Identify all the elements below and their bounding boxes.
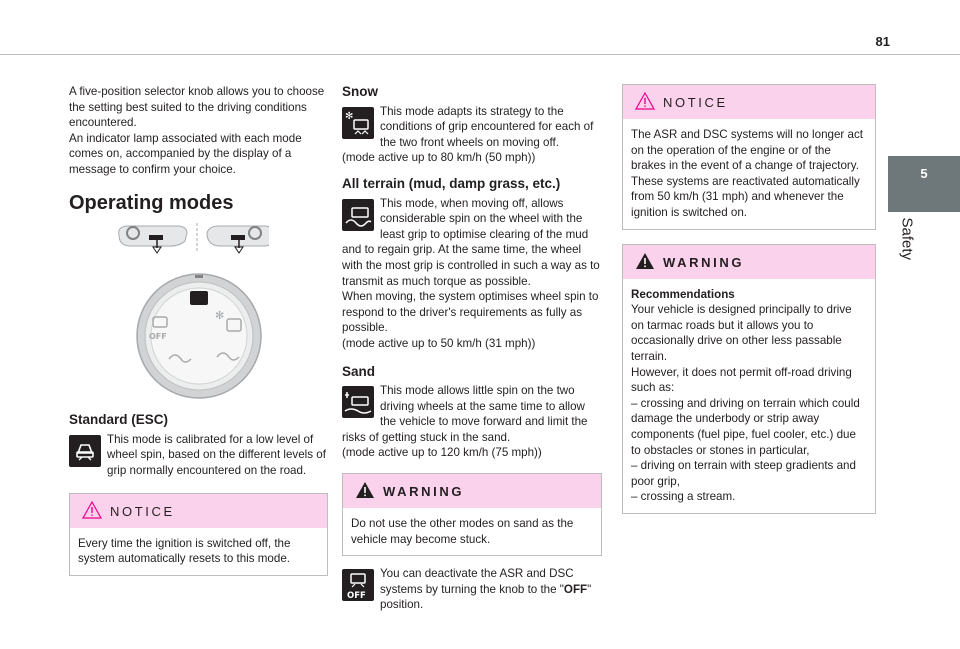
notice-icon [635, 92, 655, 110]
warning-p1: Your vehicle is designed principally to drive on tarmac roads but it allows you to occasionally drive on other less passable terrain. [631, 303, 852, 363]
notice-icon [82, 501, 102, 519]
sand-mode-icon [342, 386, 374, 418]
warning-header [343, 474, 601, 508]
warning-text: Do not use the other modes on sand as the vehicle may become stuck. [351, 517, 574, 546]
warning-item: – driving on terrain with steep gradients and poor grip, [631, 459, 856, 488]
notice-header [70, 494, 327, 528]
page-number: 81 [875, 34, 890, 49]
snow-text: This mode adapts its strategy to the conditions of grip encountered for each of the two front wheels on moving off. [380, 104, 594, 149]
esc-mode-icon [69, 435, 101, 467]
notice-box-2 [622, 84, 876, 230]
snow-title: Snow [342, 84, 378, 99]
warning-box-1 [342, 473, 602, 556]
column-1 [69, 84, 328, 576]
svg-text:OFF: OFF [149, 332, 167, 342]
notice-box-1 [69, 493, 328, 576]
snow-mode-icon [342, 107, 374, 139]
intro-text: A five-position selector knob allows you to choose the setting best suited to the driving conditions encountered. [69, 85, 325, 130]
off-block [342, 566, 602, 613]
notice-title: NOTICE [110, 503, 175, 519]
column-2 [342, 84, 602, 613]
intro-text-2: An indicator lamp associated with each mode comes on, accompanied by the display of a message to confirm your choice. [69, 131, 302, 176]
warning-item: – crossing a stream. [631, 490, 736, 504]
notice-text: Every time the ignition is switched off, the system automatically resets to this mode. [78, 536, 291, 566]
notice-title-2: NOTICE [663, 95, 728, 110]
chapter-label [892, 218, 916, 288]
warning-subtitle: Recommendations [631, 287, 735, 301]
chapter-title: Safety [898, 217, 916, 261]
warning-p2: However, it does not permit off-road driving such as: [631, 365, 852, 395]
notice-2-text: The ASR and DSC systems will no longer act on the operation of the engine or of the brakes in the event of a change of trajectory. [631, 128, 863, 173]
notice-header-2 [623, 85, 875, 119]
warning-item: – crossing and driving on terrain which could damage the underbody or strip away components (fuel pipe, fuel cooler, etc.) due to obstacles or stones in particular, [631, 396, 860, 457]
warning-icon [635, 252, 655, 270]
allterrain-text: This mode, when moving off, allows considerable spin on the wheel with the least grip to optimise clearing of the mud and to regain grip. At the same time, the wheel with the most grip is controlled in such a way as to transmit as much torque as possible. [342, 196, 600, 288]
allterrain-block [342, 196, 602, 352]
snow-block [342, 104, 602, 166]
allterrain-text-2: When moving, the system optimises wheel spin to respond to the driver's requirements as fully as possible. [342, 290, 599, 335]
standard-block [69, 432, 328, 479]
svg-text:✻: ✻ [345, 110, 354, 122]
off-mode-icon [342, 569, 374, 601]
notice-2-text-2: These systems are reactivated automatically from 50 km/h (31 mph) and whenever the ignition is switched on. [631, 174, 860, 219]
allterrain-note: (mode active up to 50 km/h (31 mph)) [342, 336, 536, 350]
knob-illustration [69, 221, 269, 406]
standard-title: Standard (ESC) [69, 412, 169, 428]
sand-note: (mode active up to 120 km/h (75 mph)) [342, 446, 542, 460]
header-rule [0, 54, 960, 55]
sand-block [342, 383, 602, 461]
snow-note: (mode active up to 80 km/h (50 mph)) [342, 151, 536, 165]
warning-icon [355, 481, 375, 499]
column-3 [622, 84, 876, 514]
chapter-number: 5 [920, 166, 928, 181]
off-text: You can deactivate the ASR and DSC systems by turning the knob to the "OFF" position. [380, 567, 592, 612]
sand-title: Sand [342, 363, 376, 379]
warning-title: WARNING [383, 484, 465, 500]
warning-title-2: WARNING [663, 254, 745, 270]
section-heading: Operating modes [69, 191, 234, 214]
svg-text:OFF: OFF [347, 591, 366, 602]
warning-header-2 [623, 245, 875, 279]
allterrain-title: All terrain (mud, damp grass, etc.) [342, 175, 561, 191]
selector-knob-diagram [69, 221, 328, 406]
svg-text:✻: ✻ [215, 309, 225, 323]
standard-text: This mode is calibrated for a low level of wheel spin, based on the different levels of grip normally encountered on the road. [107, 432, 326, 477]
mud-mode-icon [342, 199, 374, 231]
sand-text: This mode allows little spin on the two driving wheels at the same time to allow the vehicle to move forward and limit the risks of getting stuck in the sand. [342, 384, 588, 444]
warning-box-2 [622, 244, 876, 514]
chapter-tab[interactable] [888, 156, 960, 212]
